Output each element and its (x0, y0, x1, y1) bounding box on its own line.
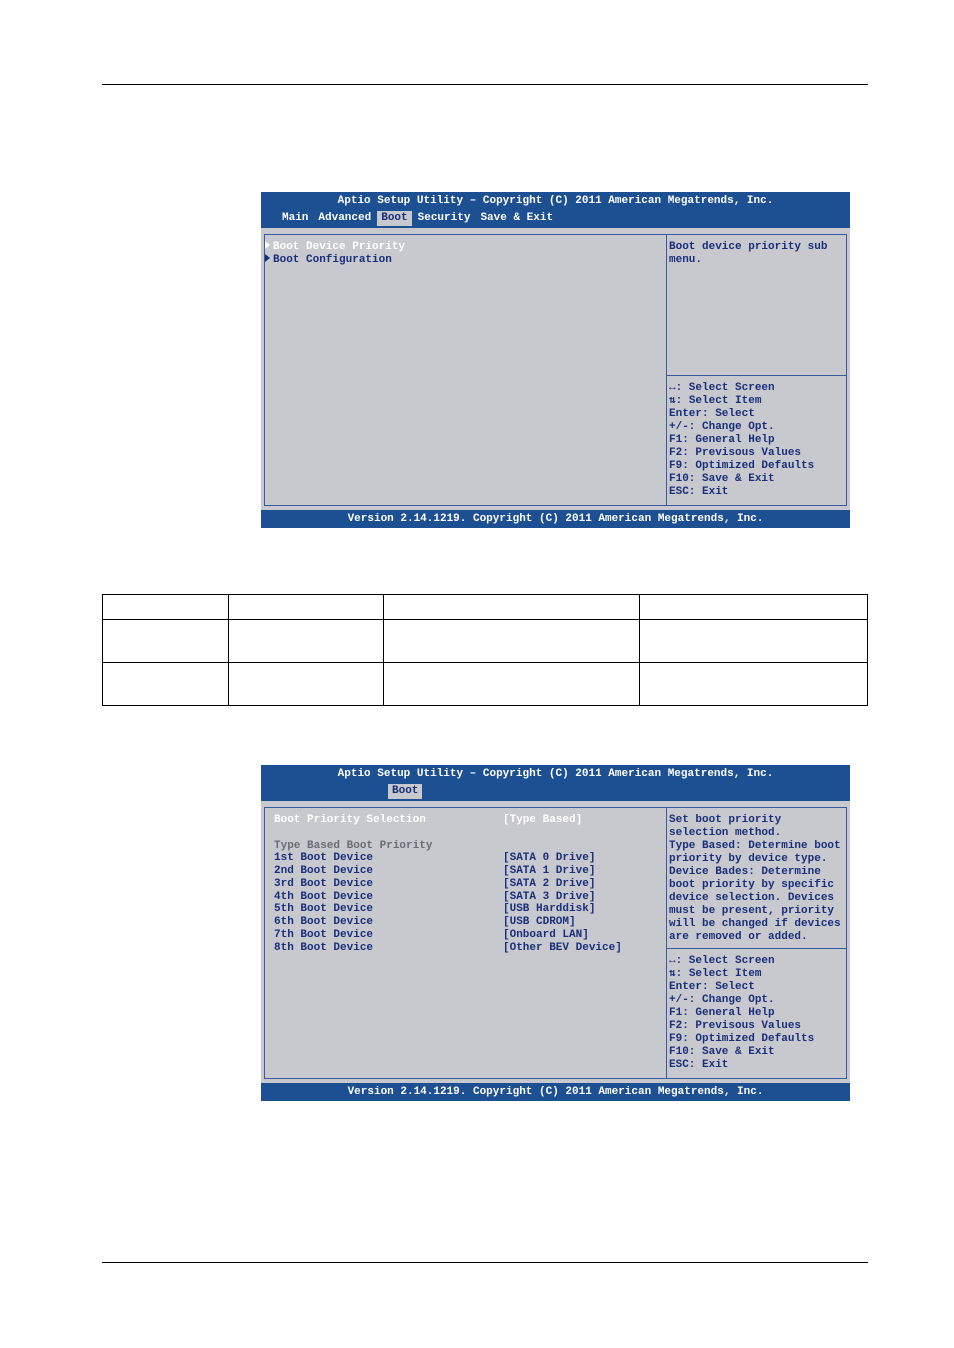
table-cell (640, 620, 868, 663)
help-line: will be changed if devices (669, 918, 841, 930)
tab-save-exit[interactable]: Save & Exit (480, 212, 554, 224)
bios-screen-boot-main (261, 192, 850, 528)
table-cell (640, 595, 868, 620)
key-legend-line: +/-: Change Opt. (669, 421, 775, 433)
key-legend-line: F2: Previsous Values (669, 447, 802, 459)
help-line: menu. (669, 254, 703, 266)
menu-item-label: Boot Device Priority (273, 241, 406, 253)
table-cell (103, 595, 229, 620)
setting-value[interactable]: [SATA 1 Drive] (503, 865, 596, 877)
bios-tabs (278, 211, 559, 226)
setting-label-2nd-boot-device[interactable]: 2nd Boot Device (274, 865, 374, 877)
key-legend-line: F1: General Help (669, 1007, 775, 1019)
key-legend-line: +/-: Change Opt. (669, 994, 775, 1006)
help-line: device selection. Devices (669, 892, 835, 904)
key-legend-line: ↔: Select Screen (669, 382, 775, 394)
table-cell (103, 663, 229, 706)
table-cell (229, 620, 384, 663)
menu-item-boot-device-priority[interactable] (265, 241, 405, 254)
footer-rule (102, 1262, 868, 1263)
tab-main[interactable]: Main (282, 212, 309, 224)
setting-value[interactable]: [Other BEV Device] (503, 941, 622, 954)
setting-label-7th-boot-device[interactable]: 7th Boot Device (274, 928, 374, 941)
setting-value[interactable]: [Onboard LAN] (503, 928, 589, 941)
table-cell (229, 595, 384, 620)
section-heading: Type Based Boot Priority (274, 839, 433, 852)
key-legend-line: ⇅: Select Item (669, 968, 762, 980)
setting-label-6th-boot-device[interactable]: 6th Boot Device (274, 916, 374, 928)
bios-footer: Version 2.14.1219. Copyright (C) 2011 American Megatrends, Inc. (261, 1083, 850, 1101)
setting-label-boot-priority-selection[interactable]: Boot Priority Selection (274, 814, 426, 826)
key-legend-line: F9: Optimized Defaults (669, 460, 815, 472)
help-line: Set boot priority (669, 814, 782, 826)
bios-body (264, 807, 847, 1079)
setting-value[interactable]: [USB Harddisk] (503, 903, 596, 916)
bios-screen-boot-priority (261, 765, 850, 1101)
help-line: Type Based: Determine boot (669, 840, 841, 852)
table-cell (384, 620, 640, 663)
setting-label-8th-boot-device[interactable]: 8th Boot Device (274, 941, 374, 954)
help-line: boot priority by specific (669, 879, 835, 891)
key-legend-line: ↔: Select Screen (669, 955, 775, 967)
tab-boot[interactable]: Boot (377, 211, 411, 226)
key-legend-line: ⇅: Select Item (669, 395, 762, 407)
menu-item-label: Boot Configuration (273, 254, 392, 266)
submenu-arrow-icon (265, 241, 270, 249)
header-rule (102, 84, 868, 85)
key-legend-line: ESC: Exit (669, 1059, 729, 1071)
table-cell (384, 595, 640, 620)
help-line: priority by device type. (669, 853, 828, 865)
bios-footer: Version 2.14.1219. Copyright (C) 2011 American Megatrends, Inc. (261, 510, 850, 528)
setting-value[interactable]: [SATA 2 Drive] (503, 877, 596, 890)
tab-boot[interactable]: Boot (388, 784, 422, 799)
submenu-arrow-icon (265, 254, 270, 262)
table-row (103, 663, 868, 706)
help-line: are removed or added. (669, 931, 808, 943)
help-line: Device Bades: Determine (669, 866, 821, 878)
key-legend-line: Enter: Select (669, 408, 755, 420)
key-legend-line: F10: Save & Exit (669, 473, 775, 485)
key-legend-line: F2: Previsous Values (669, 1020, 802, 1032)
bios-tabs (388, 784, 424, 799)
setting-label-5th-boot-device[interactable]: 5th Boot Device (274, 903, 374, 916)
bios-pane-divider (666, 808, 667, 1078)
bios-title: Aptio Setup Utility – Copyright (C) 2011 American Megatrends, Inc. (337, 768, 774, 780)
tab-security[interactable]: Security (417, 212, 471, 224)
key-legend-line: F1: General Help (669, 434, 775, 446)
key-legend-line: Enter: Select (669, 981, 755, 993)
table-row (103, 595, 868, 620)
settings-table (102, 594, 868, 706)
bios-title: Aptio Setup Utility – Copyright (C) 2011 American Megatrends, Inc. (337, 195, 774, 207)
table-cell (384, 663, 640, 706)
bios-help-divider (667, 375, 846, 376)
setting-value[interactable]: [USB CDROM] (503, 916, 576, 928)
menu-item-boot-configuration[interactable] (265, 254, 392, 267)
table-cell (229, 663, 384, 706)
key-legend-line: F10: Save & Exit (669, 1046, 775, 1058)
help-line: must be present, priority (669, 905, 835, 917)
setting-label-1st-boot-device[interactable]: 1st Boot Device (274, 852, 374, 865)
setting-value[interactable]: [SATA 3 Drive] (503, 890, 596, 903)
bios-help-divider (667, 948, 846, 949)
bios-header (261, 192, 850, 228)
help-line: selection method. (669, 827, 782, 839)
setting-label-3rd-boot-device[interactable]: 3rd Boot Device (274, 877, 374, 890)
setting-value[interactable]: [SATA 0 Drive] (503, 852, 596, 865)
key-legend-line: ESC: Exit (669, 486, 729, 498)
table-cell (640, 663, 868, 706)
setting-value[interactable]: [Type Based] (503, 814, 583, 826)
bios-body (264, 234, 847, 506)
table-row (103, 620, 868, 663)
bios-header (261, 765, 850, 801)
table-cell (103, 620, 229, 663)
bios-pane-divider (666, 235, 667, 505)
setting-label-4th-boot-device[interactable]: 4th Boot Device (274, 890, 374, 903)
key-legend-line: F9: Optimized Defaults (669, 1033, 815, 1045)
tab-advanced[interactable]: Advanced (318, 212, 372, 224)
help-line: Boot device priority sub (669, 241, 828, 253)
